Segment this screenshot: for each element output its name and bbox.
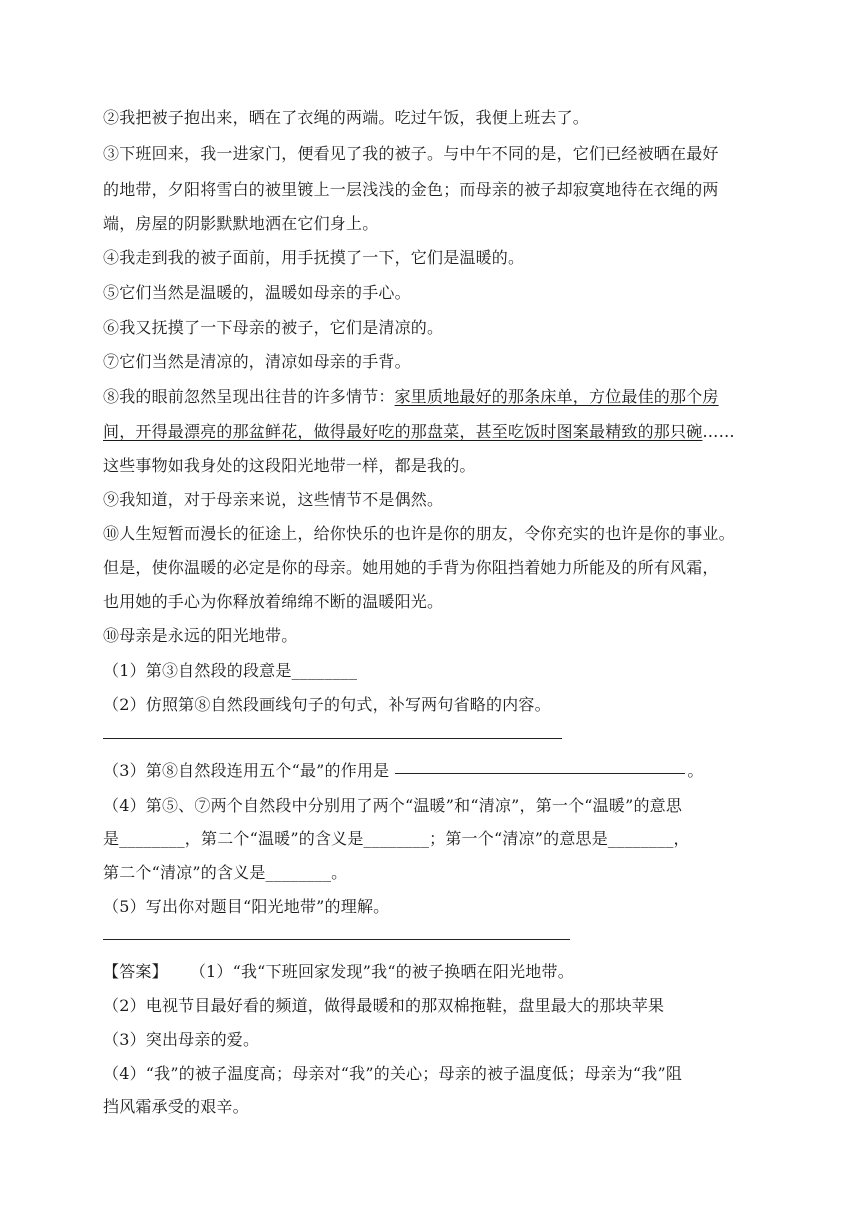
- paragraph-8-underlined-sentence: 家里质地最好的那条床单，方位最佳的那个房: [394, 387, 719, 406]
- paragraph-10-line-2: 但是，使你温暖的必定是你的母亲。她用她的手背为你阻挡着她力所能及的所有风霜，: [103, 558, 719, 577]
- paragraph-4: ④我走到我的被子面前，用手抚摸了一下，它们是温暖的。: [103, 248, 525, 267]
- answer-1: （1）“我“下班回家发现”我“的被子换晒在阳光地带。: [189, 962, 574, 981]
- question-3-text: （3）第⑧自然段连用五个“最”的作用是: [103, 761, 390, 780]
- answer-4-line-1: （4）“我”的被子温度高；母亲对“我”的关心；母亲的被子温度低；母亲为“我”阻: [103, 1064, 683, 1083]
- question-4-line-1: （4）第⑤、⑦两个自然段中分别用了两个“温暖”和“清凉”，第一个“温暖”的意思: [103, 796, 683, 815]
- paragraph-3-line-1: ③下班回来，我一进家门，便看见了我的被子。与中午不同的是，它们已经被晒在最好: [103, 144, 719, 163]
- paragraph-9: ⑨我知道，对于母亲来说，这些情节不是偶然。: [103, 490, 444, 509]
- paragraph-6: ⑥我又抚摸了一下母亲的被子，它们是清凉的。: [103, 318, 444, 337]
- question-2: （2）仿照第⑧自然段画线句子的句式，补写两句省略的内容。: [103, 695, 551, 714]
- paragraph-7: ⑦它们当然是清凉的，清凉如母亲的手背。: [103, 352, 411, 371]
- paragraph-8-ellipsis: ……: [702, 422, 735, 441]
- paragraph-2: ②我把被子抱出来，晒在了衣绳的两端。吃过午饭，我便上班去了。: [103, 108, 590, 127]
- paragraph-8-intro: ⑧我的眼前忽然呈现出往昔的许多情节：: [103, 387, 395, 406]
- paragraph-8-line-1: [103, 387, 763, 407]
- paragraph-3-line-2: 的地带，夕阳将雪白的被里镀上一层浅浅的金色；而母亲的被子却寂寞地待在衣绳的两: [103, 180, 719, 199]
- question-4-line-3: 第二个“清凉”的含义是________。: [103, 863, 348, 882]
- paragraph-5: ⑤它们当然是温暖的，温暖如母亲的手心。: [103, 283, 411, 302]
- answer-blank-line-q2: [103, 738, 562, 739]
- question-3-period: 。: [687, 761, 704, 780]
- paragraph-8-underlined-sentence-cont: 间，开得最漂亮的那盆鲜花，做得最好吃的那盘菜，甚至吃饭时图案最精致的那只碗: [103, 422, 703, 441]
- question-1: （1）第③自然段的段意是________: [103, 661, 358, 680]
- paragraph-10-line-3: 也用她的手心为你释放着绵绵不断的温暖阳光。: [103, 592, 444, 611]
- answer-1-line: [103, 962, 763, 982]
- answer-label: 【答案】: [103, 962, 168, 981]
- answer-4-line-2: 挡风霜承受的艰辛。: [103, 1097, 249, 1116]
- answer-3: （3）突出母亲的爱。: [103, 1030, 260, 1049]
- paragraph-8-line-2: [103, 422, 763, 442]
- paragraph-11: ⑩母亲是永远的阳光地带。: [103, 626, 298, 645]
- paragraph-8-line-3: 这些事物如我身处的这段阳光地带一样，都是我的。: [103, 456, 476, 475]
- paragraph-3-line-3: 端，房屋的阴影默默地洒在它们身上。: [103, 214, 379, 233]
- answer-blank-line-q5: [103, 939, 570, 940]
- question-4-line-2: 是________，第二个“温暖”的含义是________；第一个“清凉”的意思是________，: [103, 829, 690, 848]
- paragraph-10-line-1: ⑩人生短暂而漫长的征途上，给你快乐的也许是你的朋友，令你充实的也许是你的事业。: [103, 524, 735, 543]
- question-3-blank: [395, 772, 685, 774]
- answer-2: （2）电视节目最好看的频道，做得最暖和的那双棉拖鞋，盘里最大的那块苹果: [103, 996, 665, 1015]
- question-3: [103, 761, 763, 781]
- question-5: （5）写出你对题目“阳光地带”的理解。: [103, 897, 390, 916]
